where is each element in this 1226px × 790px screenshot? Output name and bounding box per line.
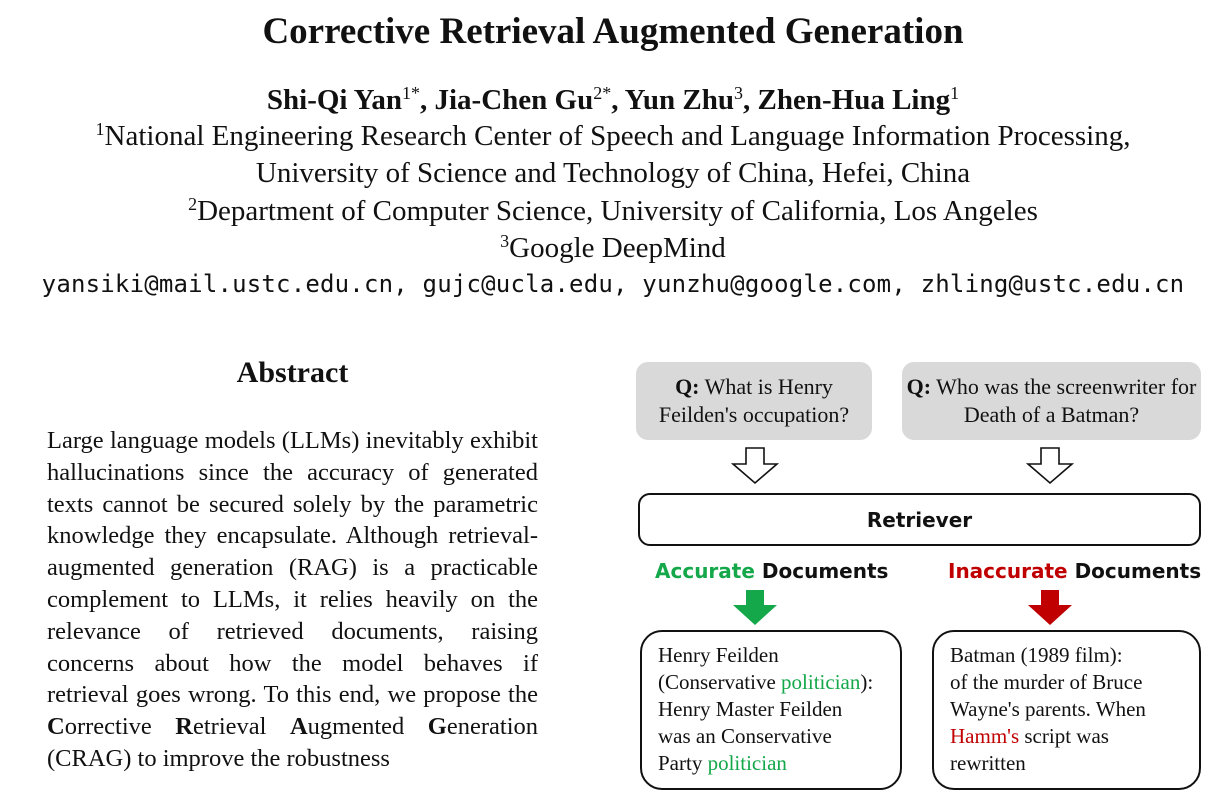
red-down-arrow-icon xyxy=(1027,590,1073,626)
question-label: Q: xyxy=(906,374,932,399)
doc-line: of the murder of Bruce xyxy=(950,670,1143,694)
affiliation-1-line-2: University of Science and Technology of China, Hefei, China xyxy=(255,157,971,189)
abstract-text-part: etrieval xyxy=(192,713,290,741)
highlighted-answer: politician xyxy=(781,670,861,694)
inaccurate-word: Inaccurate xyxy=(948,559,1068,583)
author-emails: yansiki@mail.ustc.edu.cn, gujc@ucla.edu, yunzhu@google.com, zhling@ustc.edu.cn xyxy=(41,270,1185,298)
question-box-2 xyxy=(902,362,1201,440)
doc-line xyxy=(658,750,900,777)
author-separator: , xyxy=(420,84,435,116)
question-label: Q: xyxy=(675,374,700,399)
hollow-down-arrow-icon xyxy=(731,447,779,485)
abstract-text-part: eneration (CRAG) to improve the robustness xyxy=(47,713,539,772)
acronym-letter: C xyxy=(47,713,65,741)
documents-word: Documents xyxy=(1067,559,1202,583)
author-affiliation-mark: 3 xyxy=(734,83,744,104)
acronym-letter: A xyxy=(289,713,308,741)
question-box-1 xyxy=(636,362,872,440)
abstract-text-part: Large language models (LLMs) inevitably exhibit hallucinations since the accuracy of generated texts cannot be secured solely by the parametric knowledge they encapsulate. Although retrieval-augmented generation (RAG) is a practicable complement to LLMs, it relies heavily on the relevance of retrieved documents, raising concerns about how the model behaves if retrieval goes wrong. To this end, we propose the xyxy=(47,427,538,709)
doc-line: Henry Master Feilden xyxy=(658,697,843,721)
affiliation-mark: 1 xyxy=(95,119,105,140)
author-affiliation-mark: 1* xyxy=(402,83,420,104)
doc-text: (Conservative xyxy=(658,670,782,694)
doc-line: Henry Feilden xyxy=(658,643,779,667)
question-text: What is Henry Feilden's occupation? xyxy=(658,374,850,427)
accurate-document-box xyxy=(640,630,902,790)
doc-line: Batman (1989 film): xyxy=(950,643,1123,667)
author-name: Shi-Qi Yan xyxy=(266,84,403,116)
acronym-letter: R xyxy=(175,713,193,741)
affiliation-2 xyxy=(0,195,1226,228)
inaccurate-document-box xyxy=(932,630,1201,790)
abstract-text xyxy=(47,425,538,775)
affiliation-text: Department of Computer Science, University of California, Los Angeles xyxy=(197,195,1038,227)
abstract-text-part: ugmented xyxy=(307,713,405,741)
doc-text: ): xyxy=(860,670,874,694)
doc-line xyxy=(658,669,900,696)
author-name: Jia-Chen Gu xyxy=(434,84,594,116)
author-separator: , xyxy=(743,84,758,116)
abstract-text-part: orrective xyxy=(64,713,176,741)
affiliation-text: Google DeepMind xyxy=(509,232,726,264)
doc-text: Party xyxy=(658,751,708,775)
highlighted-answer: politician xyxy=(707,751,787,775)
author-name: Yun Zhu xyxy=(624,84,735,116)
affiliation-1 xyxy=(0,120,1226,153)
documents-word: Documents xyxy=(754,559,889,583)
highlighted-wrong-term: Hamm's xyxy=(950,724,1020,748)
accurate-word: Accurate xyxy=(655,559,755,583)
author-separator: , xyxy=(611,84,625,116)
author-affiliation-mark: 1 xyxy=(950,83,960,104)
author-list xyxy=(0,84,1226,117)
acronym-letter: G xyxy=(427,713,447,741)
retriever-box: Retriever xyxy=(638,493,1201,546)
author-affiliation-mark: 2* xyxy=(593,83,612,104)
doc-text: script was xyxy=(1019,724,1109,748)
doc-line: rewritten xyxy=(950,751,1026,775)
doc-line xyxy=(950,723,1199,750)
green-down-arrow-icon xyxy=(732,590,778,626)
hollow-down-arrow-icon xyxy=(1026,447,1074,485)
accurate-documents-label xyxy=(655,559,888,583)
question-text: Who was the screenwriter for Death of a Batman? xyxy=(931,374,1197,427)
inaccurate-documents-label xyxy=(948,559,1201,583)
affiliation-3 xyxy=(0,232,1226,265)
author-name: Zhen-Hua Ling xyxy=(757,84,951,116)
doc-line: Wayne's parents. When xyxy=(950,697,1146,721)
affiliation-mark: 2 xyxy=(188,194,198,215)
doc-line: was an Conservative xyxy=(658,724,832,748)
abstract-heading: Abstract xyxy=(236,356,349,389)
paper-title: Corrective Retrieval Augmented Generation xyxy=(262,11,964,52)
affiliation-text: National Engineering Research Center of Speech and Language Information Processing, xyxy=(104,120,1131,152)
affiliation-mark: 3 xyxy=(500,231,510,252)
